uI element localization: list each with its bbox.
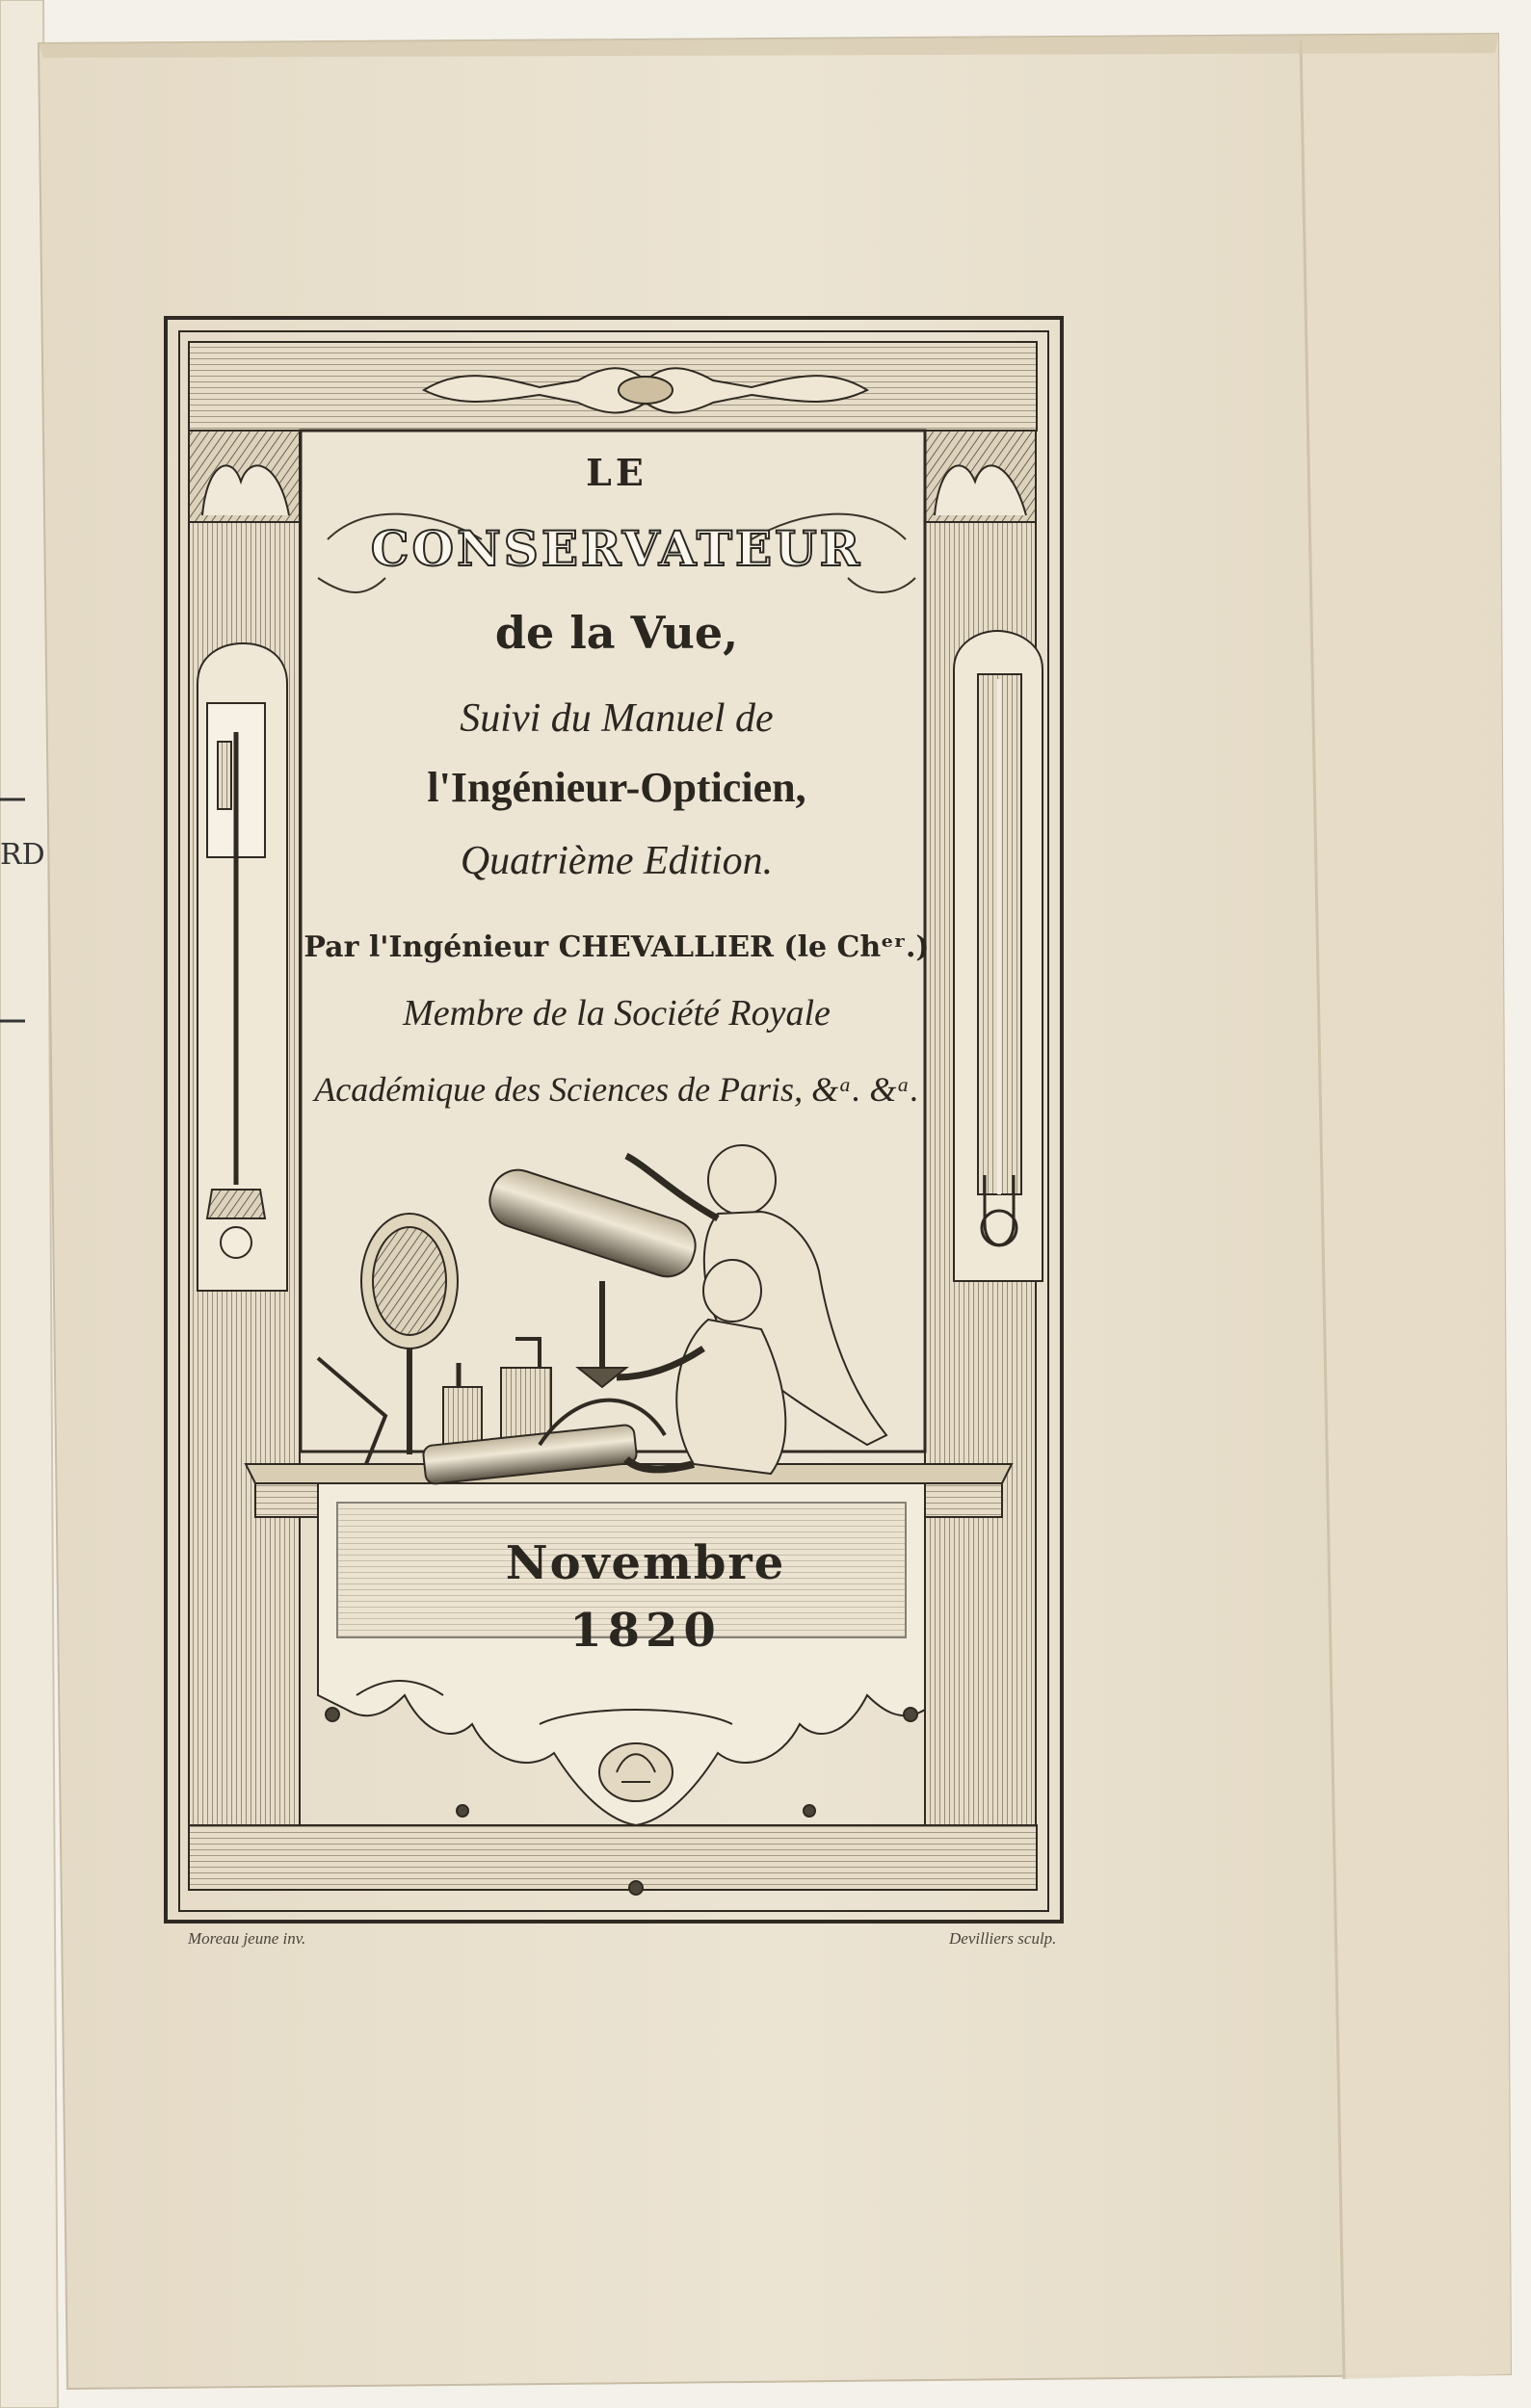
date-month: Novembre (505, 1536, 786, 1590)
subtitle-manual-name: l'Ingénieur-Opticien, (427, 764, 806, 811)
date-year: 1820 (569, 1604, 722, 1658)
barometer-illustration (198, 643, 287, 1291)
adjacent-page-fragment: RD (0, 838, 45, 872)
academy-line: Académique des Sciences de Paris, &ᵃ. &ᵃ. (314, 1070, 919, 1109)
credit-inventor: Moreau jeune inv. (188, 1929, 306, 1948)
subtitle-edition: Quatrième Edition. (460, 839, 774, 883)
title-article: LE (586, 451, 647, 494)
subtitle-followed-by: Suivi du Manuel de (460, 696, 774, 741)
thermometer-illustration (954, 631, 1043, 1281)
credit-engraver: Devilliers sculp. (949, 1929, 1057, 1948)
title-subject: de la Vue, (494, 607, 739, 659)
title-main: CONSERVATEUR (370, 520, 863, 577)
membership-line: Membre de la Société Royale (403, 993, 831, 1034)
author-line: Par l'Ingénieur CHEVALLIER (le Chᵉʳ.) (304, 930, 930, 964)
